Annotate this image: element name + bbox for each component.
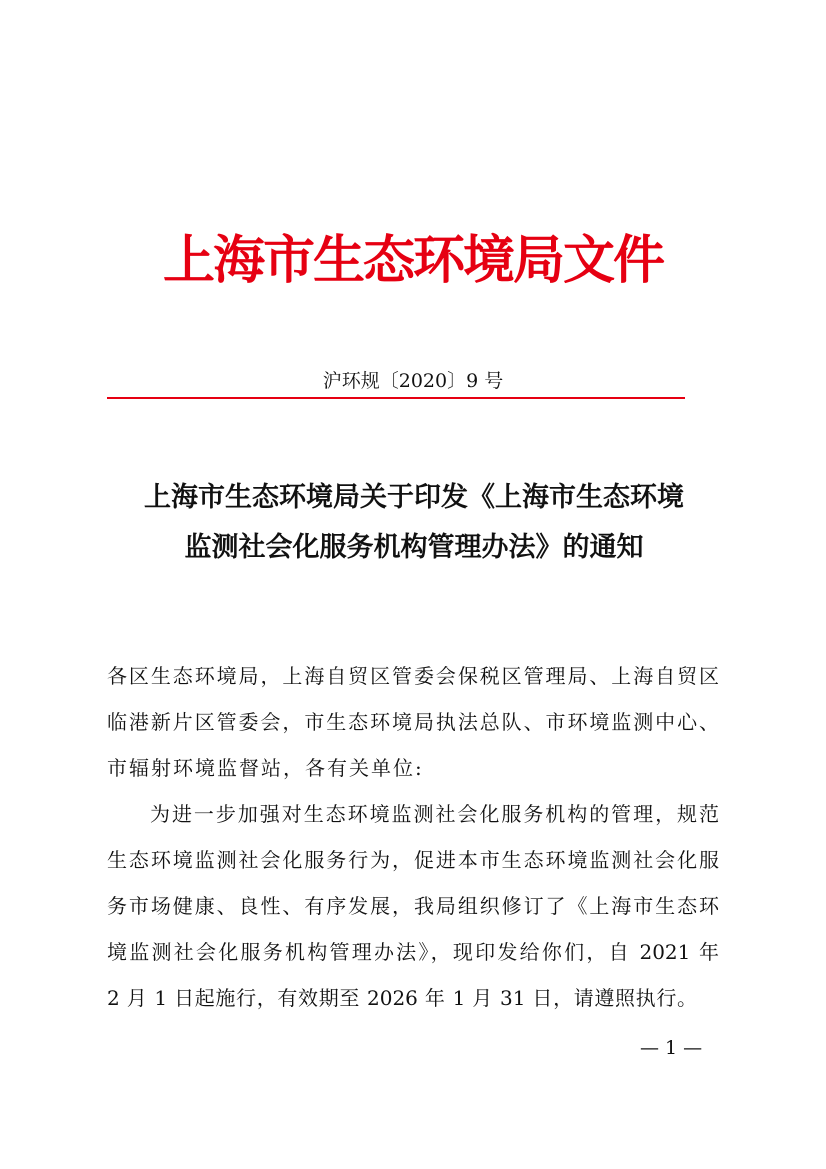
body-line: 各区生态环境局，上海自贸区管委会保税区管理局、上海自贸区 (107, 664, 719, 688)
heading-line-2: 监测社会化服务机构管理办法》的通知 (184, 532, 644, 563)
body-line: 务市场健康、良性、有序发展，我局组织修订了《上海市生态环 (107, 894, 719, 918)
body-line: 2 月 1 日起施行，有效期至 2026 年 1 月 31 日，请遵照执行。 (107, 986, 697, 1010)
body-line: 临港新片区管委会，市生态环境局执法总队、市环境监测中心、 (107, 710, 719, 734)
body-line: 市辐射环境监督站，各有关单位: (107, 756, 424, 780)
heading-line-1: 上海市生态环境局关于印发《上海市生态环境 (144, 482, 684, 513)
page-number: — 1 — (640, 1037, 703, 1059)
body-line: 为进一步加强对生态环境监测社会化服务机构的管理，规范 (150, 802, 719, 826)
body-line: 境监测社会化服务机构管理办法》，现印发给你们，自 2021 年 (107, 940, 719, 964)
document-title: 上海市生态环境局文件 (162, 230, 663, 291)
body-line: 生态环境监测社会化服务行为，促进本市生态环境监测社会化服 (107, 848, 719, 872)
document-number: 沪环规〔2020〕9 号 (322, 370, 504, 392)
red-divider (107, 397, 685, 399)
